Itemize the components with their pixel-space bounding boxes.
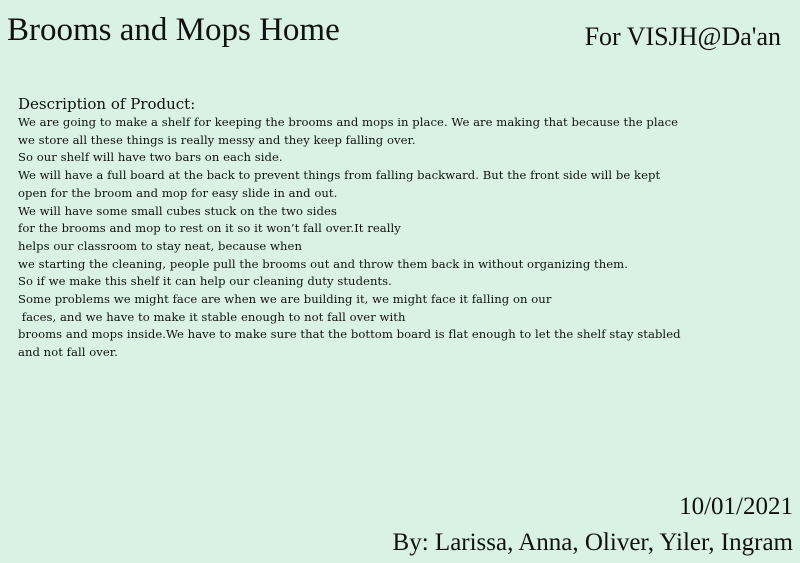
description-line: open for the broom and mop for easy slide in and out.: [18, 185, 338, 200]
description-line: brooms and mops inside.We have to make sure that the bottom board is flat enough to let the shelf stay stabled: [18, 327, 681, 342]
organization-label: For VISJH@Da'an: [584, 22, 781, 51]
description-line: helps our classroom to stay neat, because when: [18, 238, 302, 253]
description-line: We will have a full board at the back to prevent things from falling backward. But the front side will be kept: [18, 168, 661, 183]
description-line: So our shelf will have two bars on each side.: [18, 150, 283, 165]
description-heading: Description of Product:: [18, 95, 196, 113]
description-body: [18, 114, 798, 362]
description-line: faces, and we have to make it stable enough to not fall over with: [18, 309, 406, 324]
description-line: So if we make this shelf it can help our cleaning duty students.: [18, 274, 392, 289]
description-section: [18, 94, 798, 362]
page-title: Brooms and Mops Home: [7, 12, 340, 48]
description-line: we starting the cleaning, people pull the brooms out and throw them back in without organizing them.: [18, 256, 628, 271]
description-line: Some problems we might face are when we are building it, we might face it falling on our: [18, 292, 552, 307]
description-line: for the brooms and mop to rest on it so it won’t fall over.It really: [18, 221, 401, 236]
description-line: We are going to make a shelf for keeping the brooms and mops in place. We are making that because the place: [18, 115, 679, 129]
description-line: and not fall over.: [18, 345, 118, 360]
description-line: We will have some small cubes stuck on the two sides: [18, 203, 337, 218]
description-line: we store all these things is really messy and they keep falling over.: [18, 132, 416, 147]
date-label: 10/01/2021: [679, 493, 793, 520]
authors-label: By: Larissa, Anna, Oliver, Yiler, Ingram: [392, 529, 793, 556]
